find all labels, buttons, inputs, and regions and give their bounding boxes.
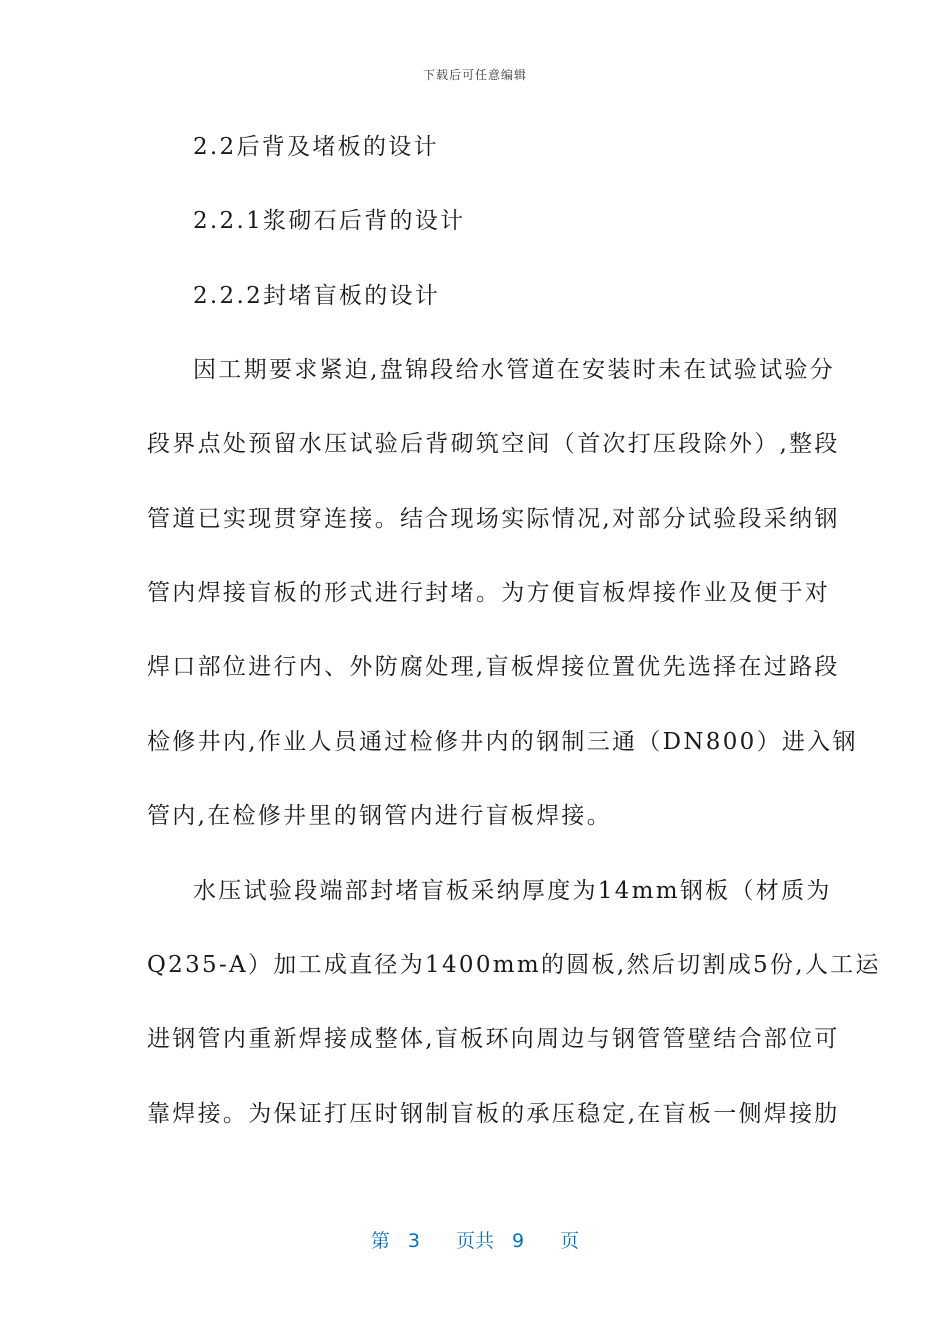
paragraph-line: 焊口部位进行内、外防腐处理,盲板焊接位置优先选择在过路段 <box>147 654 840 680</box>
heading-2-2: 2.2后背及堵板的设计 <box>193 134 439 160</box>
paragraph-line: Q235-A）加工成直径为1400mm的圆板,然后切割成5份,人工运 <box>147 952 881 978</box>
total-pages-number: 9 <box>512 1230 525 1252</box>
footer-middle: 页共 <box>455 1230 494 1252</box>
paragraph-line: 管道已实现贯穿连接。结合现场实际情况,对部分试验段采纳钢 <box>147 506 840 532</box>
page-footer <box>0 1226 950 1253</box>
footer-suffix: 页 <box>560 1230 580 1252</box>
paragraph-line: 检修井内,作业人员通过检修井内的钢制三通（DN800）进入钢 <box>147 729 858 755</box>
footer-prefix: 第 <box>370 1230 390 1252</box>
heading-2-2-2: 2.2.2封堵盲板的设计 <box>193 283 441 309</box>
current-page-number: 3 <box>407 1230 420 1252</box>
page-header-note: 下载后可任意编辑 <box>422 68 527 82</box>
heading-2-2-1: 2.2.1浆砌石后背的设计 <box>193 208 466 234</box>
paragraph-line: 因工期要求紧迫,盘锦段给水管道在安装时未在试验试验分 <box>193 357 836 383</box>
paragraph-line: 靠焊接。为保证打压时钢制盲板的承压稳定,在盲板一侧焊接肋 <box>147 1101 840 1127</box>
paragraph-line: 水压试验段端部封堵盲板采纳厚度为14mm钢板（材质为 <box>193 878 832 904</box>
paragraph-line: 进钢管内重新焊接成整体,盲板环向周边与钢管管壁结合部位可 <box>147 1026 840 1052</box>
paragraph-line: 管内,在检修井里的钢管内进行盲板焊接。 <box>147 803 613 829</box>
paragraph-line: 管内焊接盲板的形式进行封堵。为方便盲板焊接作业及便于对 <box>147 580 831 606</box>
paragraph-line: 段界点处预留水压试验后背砌筑空间（首次打压段除外）,整段 <box>147 431 840 457</box>
